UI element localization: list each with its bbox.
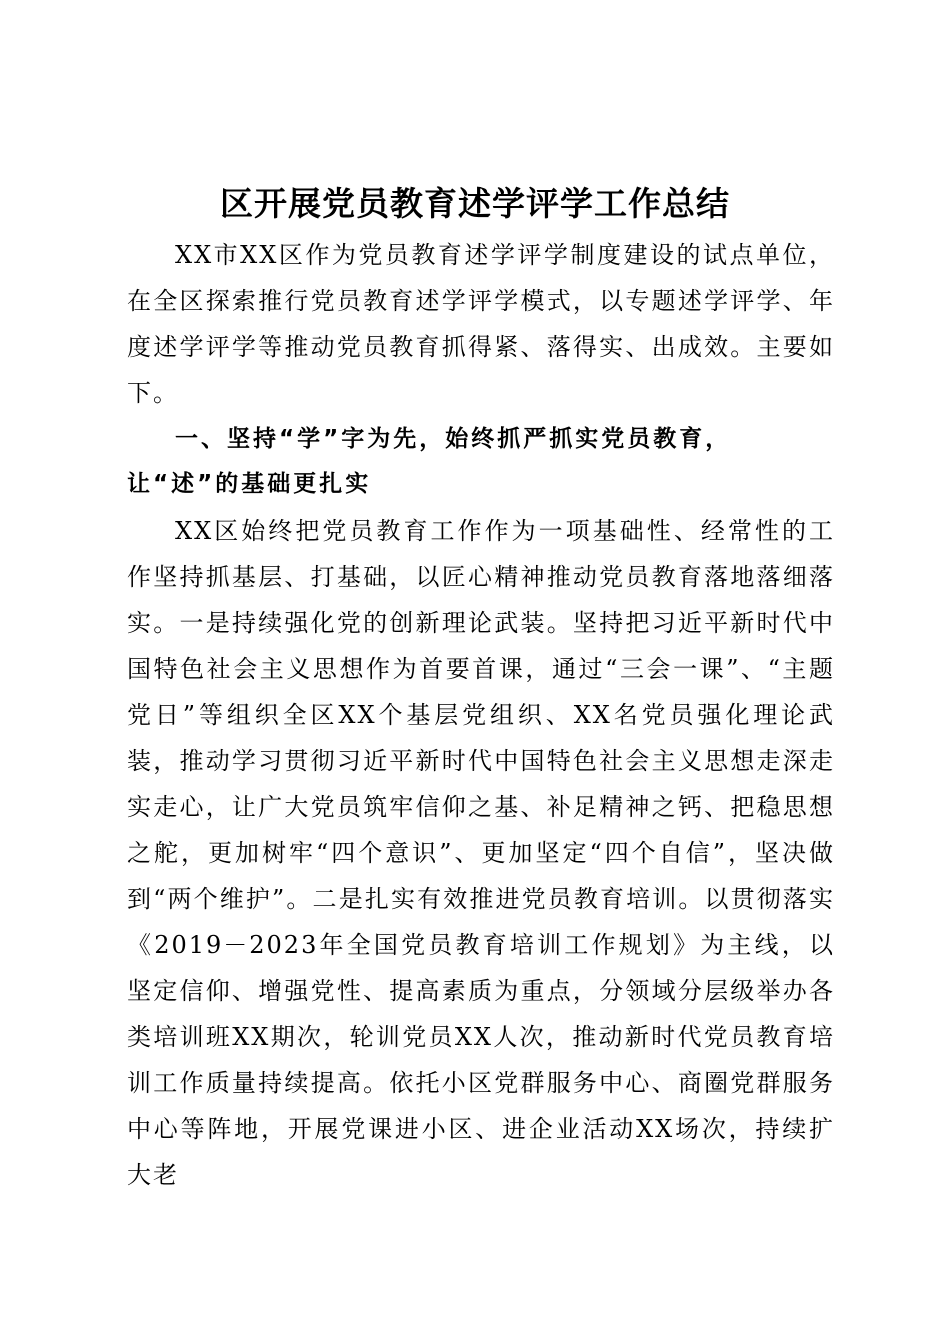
section-heading-1: 一、坚持“学”字为先，始终抓严抓实党员教育，让“述”的基础更扎实 [127, 426, 732, 497]
section-1-paragraph: XX区始终把党员教育工作作为一项基础性、经常性的工作坚持抓基层、打基础，以匠心精神推动党员教育落地落细落实。一是持续强化党的创新理论武装。坚持把习近平新时代中国特色社会主义思想作为首要首课，通过“三会一课”、“主题党日”等组织全区XX个基层党组织、XX名党员强化理论武装，推动学习贯彻习近平新时代中国特色社会主义思想走深走实走心，让广大党员筑牢信仰之基、补足精神之钙、把稳思想之舵，更加树牢“四个意识”、更加坚定“四个自信”，坚决做到“两个维护”。二是扎实有效推进党员教育培训。以贯彻落实《2019－2023年全国党员教育培训工作规划》为主线，以坚定信仰、增强党性、提高素质为重点，分领域分层级举办各类培训班XX期次，轮训党员XX人次，推动新时代党员教育培训工作质量持续提高。依托小区党群服务中心、商圈党群服务中心等阵地，开展党课进小区、进企业活动XX场次，持续扩大老 [127, 517, 835, 1189]
intro-paragraph: XX市XX区作为党员教育述学评学制度建设的试点单位，在全区探索推行党员教育述学评学模式，以专题述学评学、年度述学评学等推动党员教育抓得紧、落得实、出成效。主要如下。 [127, 241, 835, 407]
document-title: 区开展党员教育述学评学工作总结 [220, 184, 730, 223]
